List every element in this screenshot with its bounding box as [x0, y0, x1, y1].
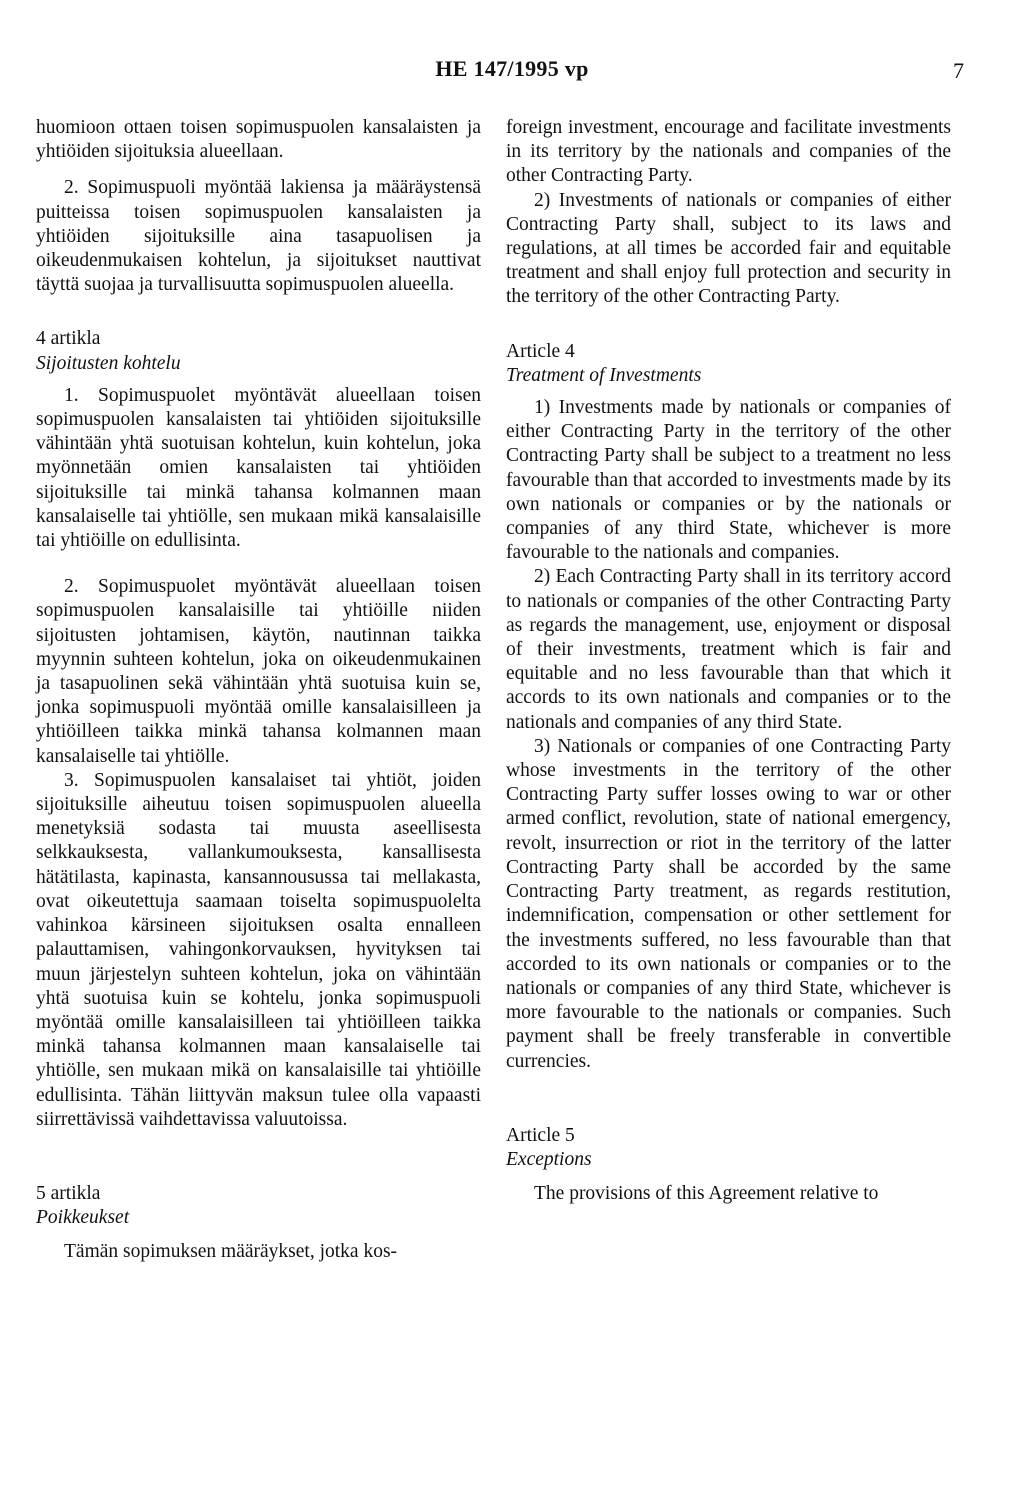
en-article-5-title: Article 5 [506, 1124, 575, 1146]
fi-article-4-paragraph-3: 3. Sopimuspuolen kansalaiset tai yhtiöt, joiden sijoituksille aiheutuu toisen sopimuspuolen alueella menetyksiä sodasta tai muusta aseellisesta selkkauksesta, vallankumouksesta, kansallisesta hätätilasta, kapinasta, kansannousussa tai mellakasta, ovat oikeutettuja saamaan toiselta sopimuspuolelta vahinkoa kärsineen sijoituksen osalta ennalleen palauttamisen, vahingonkorvauksen, hyvityksen tai muun järjestelyn suhteen kohtelun, joka on vähintään yhtä suotuisa kuin se kohtelu, jonka sopimuspuoli myöntää omille kansalaisilleen tai yhtiöilleen taikka minkä tahansa kolmannen maan kansalaiselle tai yhtiölle, sen mukaan mikä on kansalaisille tai yhtiöille edullisinta. Tähän liittyvän maksun tulee olla vapaasti siirrettävissä vaihdettavissa valuutoissa. [36, 769, 481, 1130]
en-paragraph-2: 2) Investments of nationals or companies of either Contracting Party shall, subject to its laws and regulations, at all times be accorded fair and equitable treatment and shall enjoy full protection and security in the territory of the other Contracting Party. [506, 189, 951, 308]
en-article-5-paragraph-1: The provisions of this Agreement relative to [534, 1183, 879, 1205]
en-article-4-subtitle: Treatment of Investments [506, 364, 702, 386]
fi-article-4-paragraph-1: 1. Sopimuspuolet myöntävät alueellaan toisen sopimuspuolen kansalaisten tai yhtiöiden sijoituksille vähintään yhtä suotuisan kohtelun, kuin kohtelun, joka myönnetään omien kansalaisten tai yhtiöiden sijoituksille tai minkä tahansa kolmannen maan kansalaiselle tai yhtiölle, sen mukaan mikä kansalaisille tai yhtiöille on edullisinta. [36, 384, 481, 552]
fi-paragraph-2: 2. Sopimuspuoli myöntää lakiensa ja määräystensä puitteissa toisen sopimuspuolen kansalaisten ja yhtiöiden sijoituksille aina tasapuolisen ja oikeudenmukaisen kohtelun, ja sijoitukset nauttivat täyttä suojaa ja turvallisuutta sopimuspuolen alueella. [36, 177, 481, 296]
en-article-5-subtitle: Exceptions [506, 1148, 592, 1170]
page-number: 7 [953, 58, 964, 83]
fi-article-4-title: 4 artikla [36, 328, 101, 350]
fi-article-4-subtitle: Sijoitusten kohtelu [36, 352, 181, 374]
en-intro-paragraph: foreign investment, encourage and facilitate investments in its territory by the nationals and companies of the other Contracting Party. [506, 117, 951, 187]
fi-article-5-subtitle: Poikkeukset [36, 1207, 130, 1229]
page-header-title: HE 147/1995 vp [435, 56, 589, 81]
finnish-column [36, 116, 481, 1265]
en-article-4-paragraph-2: 2) Each Contracting Party shall in its territory accord to nationals or companies of the other Contracting Party as regards the management, use, enjoyment or disposal of their investments, treatment which is fair and equitable and no less favourable than that which it accords to its own nationals and companies or to the nationals and companies of any third State. [506, 566, 951, 733]
en-article-4-paragraph-1: 1) Investments made by nationals or companies of either Contracting Party in the territory of the other Contracting Party shall be subject to a treatment no less favourable than that accorded to investments made by its own nationals or companies or by the nationals or companies of any third State, whichever is more favourable to the nationals and companies. [506, 397, 951, 564]
en-article-4-paragraph-3: 3) Nationals or companies of one Contracting Party whose investments in the territory of the other Contracting Party suffer losses owing to war or other armed conflict, revolution, state of national emergency, revolt, insurrection or riot in the territory of the latter Contracting Party shall be accorded by the same Contracting Party treatment, as regards restitution, indemnification, compensation or other settlement for the investments suffered, no less favourable than that accorded to its own nationals or companies or to the nationals or companies of any third State, whichever is more favourable to the nationals or companies. Such payment shall be freely transferable in convertible currencies. [506, 735, 951, 1072]
english-column [506, 116, 951, 1206]
fi-article-4-paragraph-2: 2. Sopimuspuolet myöntävät alueellaan toisen sopimuspuolen kansalaisille tai yhtiöille niiden sijoitusten johtamisen, käytön, nautinnan taikka myynnin suhteen kohtelun, joka on oikeudenmukainen ja tasapuolinen sekä vähintään yhtä suotuisa kuin se, jonka sopimuspuoli myöntää omille kansalaisilleen ja yhtiöilleen taikka minkä tahansa kolmannen maan kansalaiselle tai yhtiölle. [36, 576, 481, 767]
fi-intro-paragraph: huomioon ottaen toisen sopimuspuolen kansalaisten ja yhtiöiden sijoituksia alueellaan. [36, 117, 481, 163]
fi-article-5-title: 5 artikla [36, 1182, 101, 1204]
en-article-4-title: Article 4 [506, 340, 575, 362]
fi-article-5-paragraph-1: Tämän sopimuksen määräykset, jotka kos- [64, 1241, 398, 1263]
